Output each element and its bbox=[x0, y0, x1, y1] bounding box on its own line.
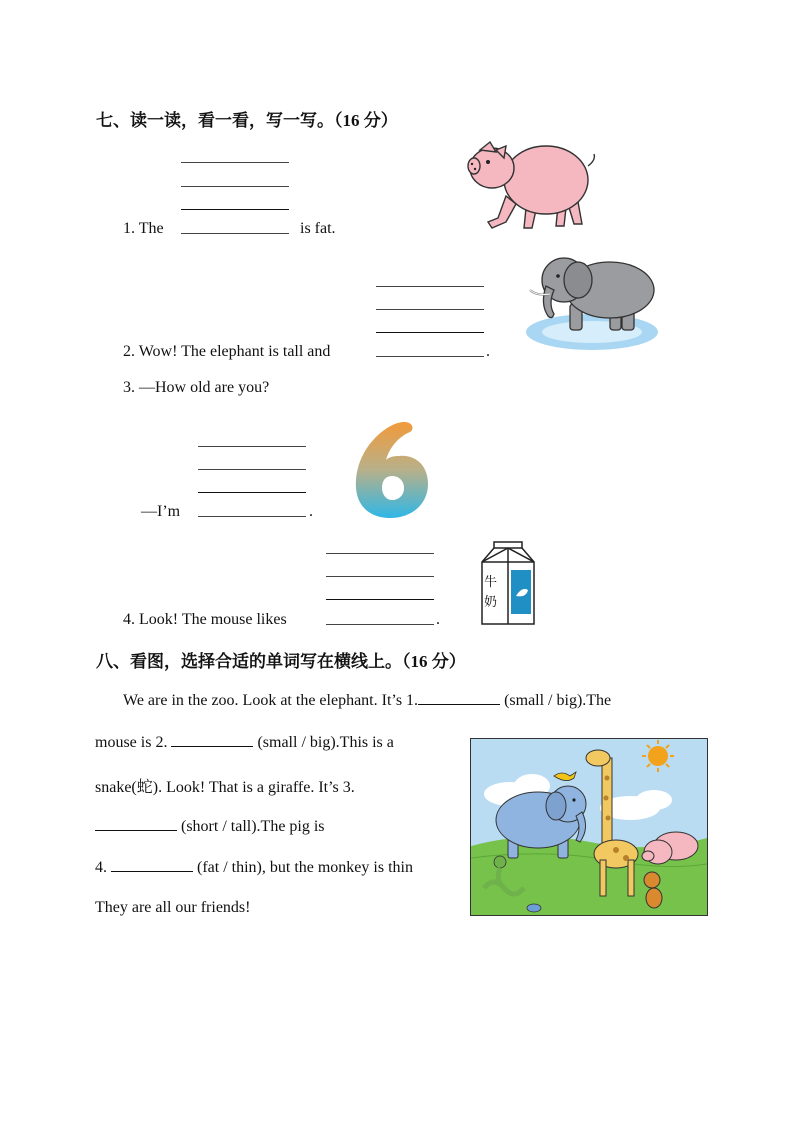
answer-line-4[interactable] bbox=[326, 624, 434, 625]
paragraph-line-5 bbox=[95, 857, 413, 877]
writing-guide-line bbox=[376, 286, 484, 287]
writing-guide-line bbox=[181, 186, 289, 187]
paragraph-text: (small / big).The bbox=[500, 692, 612, 709]
question-4-prefix: 4. Look! The mouse likes bbox=[123, 611, 287, 628]
writing-guide-line bbox=[198, 469, 306, 470]
paragraph-line-3 bbox=[95, 774, 355, 797]
question-3-suffix: . bbox=[309, 503, 313, 520]
paragraph-text: snake(蛇). Look! That is a giraffe. It’s 3. bbox=[95, 779, 355, 796]
paragraph-text: (short / tall).The pig is bbox=[177, 818, 325, 835]
section-7-heading: 七、读一读，看一看，写一写。（16 分） bbox=[96, 111, 398, 130]
writing-guide-line bbox=[198, 446, 306, 447]
writing-guide-line bbox=[326, 576, 434, 577]
paragraph-text: (small / big).This is a bbox=[253, 734, 394, 751]
writing-guide-line bbox=[181, 162, 289, 163]
paragraph-line-6 bbox=[95, 899, 250, 917]
paragraph-line-4 bbox=[95, 816, 325, 836]
answer-line-2[interactable] bbox=[376, 356, 484, 357]
pig-illustration bbox=[462, 138, 602, 234]
answer-blank-2[interactable] bbox=[171, 732, 253, 747]
answer-line-1[interactable] bbox=[181, 233, 289, 234]
answer-blank-4[interactable] bbox=[111, 857, 193, 872]
writing-guide-line bbox=[376, 332, 484, 333]
paragraph-text: (fat / thin), but the monkey is thin bbox=[193, 859, 413, 876]
zoo-scene-illustration bbox=[470, 738, 708, 916]
answer-blank-3[interactable] bbox=[95, 816, 177, 831]
question-3-text: 3. —How old are you? bbox=[123, 379, 270, 396]
question-1-suffix: is fat. bbox=[300, 220, 336, 237]
writing-guide-line bbox=[326, 599, 434, 600]
paragraph-text: 4. bbox=[95, 859, 111, 876]
paragraph-text: mouse is 2. bbox=[95, 734, 172, 751]
paragraph-line-2 bbox=[95, 732, 394, 752]
paragraph-text: They are all our friends! bbox=[95, 899, 251, 916]
number-six-picture bbox=[348, 418, 434, 522]
milk-label-char: 牛 bbox=[484, 575, 498, 590]
question-1-prefix: 1. The bbox=[123, 220, 164, 237]
question-4-suffix: . bbox=[436, 611, 440, 628]
question-3-answer-prefix: —I’m bbox=[141, 503, 181, 520]
question-2-prefix: 2. Wow! The elephant is tall and bbox=[123, 343, 331, 360]
answer-blank-1[interactable] bbox=[418, 690, 500, 705]
elephant-illustration bbox=[518, 246, 666, 352]
milk-label bbox=[484, 573, 497, 613]
writing-guide-line bbox=[326, 553, 434, 554]
question-2-suffix: . bbox=[486, 343, 490, 360]
writing-guide-line bbox=[181, 209, 289, 210]
writing-guide-line bbox=[376, 309, 484, 310]
section-8-heading: 八、看图，选择合适的单词写在横线上。（16 分） bbox=[96, 652, 466, 671]
paragraph-line-1 bbox=[123, 690, 611, 710]
writing-guide-line bbox=[198, 492, 306, 493]
milk-label-char: 奶 bbox=[484, 595, 498, 610]
answer-line-3[interactable] bbox=[198, 516, 306, 517]
paragraph-text: We are in the zoo. Look at the elephant. It’s 1. bbox=[123, 692, 419, 709]
